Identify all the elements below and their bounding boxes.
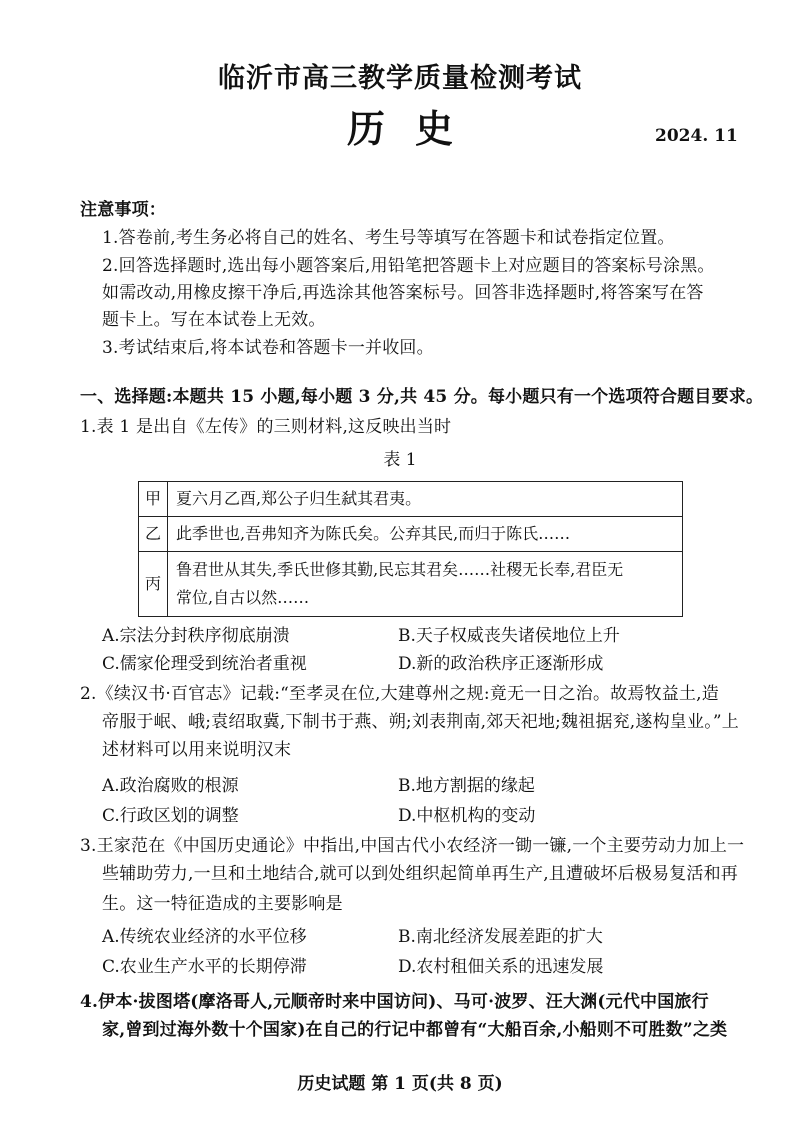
q1-option-b: B.天子权威丧失诸侯地位上升 (398, 626, 620, 646)
table-row (139, 482, 683, 517)
q2-line: 2.《续汉书·百官志》记载:“至孝灵在位,大建尊州之规:竟无一日之治。故焉牧益土,造 (80, 684, 719, 704)
notice-heading: 注意事项： (80, 200, 166, 220)
page-footer: 历史试题 第 1 页(共 8 页) (297, 1074, 503, 1094)
materials-table (138, 481, 683, 617)
row-label: 甲 (139, 482, 168, 517)
q1-option-c: C.儒家伦理受到统治者重视 (102, 654, 307, 674)
q4-line: 家,曾到过海外数十个国家)在自己的行记中都曾有“大船百余,小船则不可胜数”之类 (102, 1020, 728, 1040)
row-content-line: 常位,自古以然…… (176, 588, 310, 607)
table-row (139, 517, 683, 552)
q3-line: 些辅助劳力,一旦和土地结合,就可以到处组织起简单再生产,且遭破坏后极易复活和再 (102, 864, 739, 884)
q3-option-c: C.农业生产水平的长期停滞 (102, 957, 307, 977)
row-content (168, 552, 683, 617)
q2-line: 帝服于岷、峨;袁绍取冀,下制书于燕、朔;刘表荆南,郊天祀地;魏祖据兖,遂构皇业。”上 (102, 712, 739, 732)
q3-line: 3.王家范在《中国历史通论》中指出,中国古代小农经济一锄一镰,一个主要劳动力加上一 (80, 836, 745, 856)
q2-option-a: A.政治腐败的根源 (102, 776, 239, 796)
q4-line: 4.伊本·拔图塔(摩洛哥人,元顺帝时来中国访问)、马可·波罗、汪大渊(元代中国旅行 (80, 992, 709, 1012)
row-label: 乙 (139, 517, 168, 552)
notice-line: 如需改动,用橡皮擦干净后,再选涂其他答案标号。回答非选择题时,将答案写在答 (102, 283, 704, 303)
q1-option-a: A.宗法分封秩序彻底崩溃 (102, 626, 290, 646)
row-content-line: 鲁君世从其失,季氏世修其勤,民忘其君矣……社稷无长奉,君臣无 (176, 560, 624, 579)
table-caption: 表 1 (383, 450, 417, 470)
q3-option-d: D.农村租佃关系的迅速发展 (398, 957, 604, 977)
notice-line: 2.回答选择题时,选出每小题答案后,用铅笔把答题卡上对应题目的答案标号涂黑。 (102, 256, 715, 276)
notice-line: 3.考试结束后,将本试卷和答题卡一并收回。 (102, 338, 434, 358)
exam-title: 临沂市高三教学质量检测考试 (218, 63, 582, 94)
row-label: 丙 (139, 552, 168, 617)
q2-line: 述材料可以用来说明汉末 (102, 740, 292, 760)
row-content: 此季世也,吾弗知齐为陈氏矣。公弃其民,而归于陈氏…… (168, 517, 683, 552)
q3-line: 生。这一特征造成的主要影响是 (102, 894, 343, 914)
notice-line: 1.答卷前,考生务必将自己的姓名、考生号等填写在答题卡和试卷指定位置。 (102, 228, 675, 248)
q3-option-b: B.南北经济发展差距的扩大 (398, 927, 603, 947)
section-heading: 一、选择题:本题共 15 小题,每小题 3 分,共 45 分。每小题只有一个选项符合题目要求。 (80, 387, 764, 407)
q2-option-c: C.行政区划的调整 (102, 806, 239, 826)
exam-date: 2024. 11 (655, 126, 738, 146)
subject-title: 历史 (346, 106, 483, 151)
table-row (139, 552, 683, 617)
q1-option-d: D.新的政治秩序正逐渐形成 (398, 654, 604, 674)
q2-option-b: B.地方割据的缘起 (398, 776, 535, 796)
q3-option-a: A.传统农业经济的水平位移 (102, 927, 307, 947)
notice-line: 题卡上。写在本试卷上无效。 (102, 310, 326, 330)
row-content: 夏六月乙酉,郑公子归生弑其君夷。 (168, 482, 683, 517)
q1-stem: 1.表 1 是出自《左传》的三则材料,这反映出当时 (80, 417, 452, 437)
q2-option-d: D.中枢机构的变动 (398, 806, 536, 826)
